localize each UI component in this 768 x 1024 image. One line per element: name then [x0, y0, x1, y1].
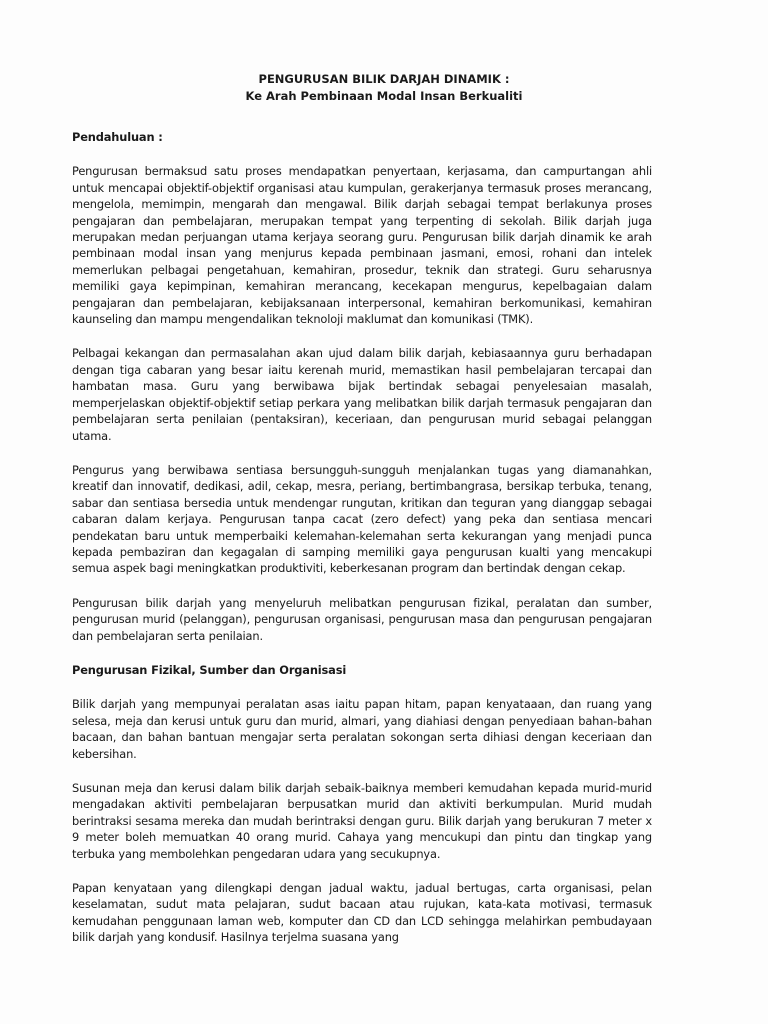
document-title [0, 71, 768, 105]
paragraph: Pengurus yang berwibawa sentiasa bersungguh-sungguh menjalankan tugas yang diamanahkan, kreatif dan innovatif, dedikasi, adil, cekap, mesra, periang, bertimbangrasa, bersikap terbuka, tenang, sabar dan sentiasa bersedia untuk mendengar rungutan, kritikan dan teguran yang dianggap sebagai cabaran dalam kerjaya. Pengurusan tanpa cacat (zero defect) yang peka dan sentiasa mencari pendekatan baru untuk memperbaiki kelemahan-kelemahan serta kekurangan yang menjadi punca kepada pembaziran dan kegagalan di samping memiliki gaya pengurusan kualti yang mencakupi semua aspek bagi meningkatkan produktiviti, keberkesanan program dan bertindak dengan cekap. [72, 462, 652, 576]
paragraph: Pengurusan bilik darjah yang menyeluruh melibatkan pengurusan fizikal, peralatan dan sumber, pengurusan murid (pelanggan), pengurusan organisasi, pengurusan masa dan pengurusan pengajaran dan pembelajaran serta penilaian. [72, 595, 652, 643]
paragraph: Pengurusan bermaksud satu proses mendapatkan penyertaan, kerjasama, dan campurtangan ahli untuk mencapai objektif-objektif organisasi atau kumpulan, gerakerjanya termasuk proses merancang, mengelola, memimpin, mengarah dan mengawal. Bilik darjah sebagai tempat berlakunya proses pengajaran dan pembelajaran, merupakan tempat yang terpenting di sekolah. Bilik darjah juga merupakan medan perjuangan utama kerjaya seorang guru. Pengurusan bilik darjah dinamik ke arah pembinaan modal insan yang menjurus kepada pembinaan jasmani, emosi, rohani dan intelek memerlukan pelbagai pengetahuan, kemahiran, prosedur, teknik dan strategi. Guru seharusnya memiliki gaya kepimpinan, kemahiran merancang, kecekapan mengurus, kepelbagaian dalam pengajaran dan pembelajaran, kebijaksanaan interpersonal, kemahiran berkomunikasi, kemahiran kaunseling dan mampu mengendalikan teknoloji maklumat dan komunikasi (TMK). [72, 164, 652, 327]
section-heading-fizikal: Pengurusan Fizikal, Sumber dan Organisasi [72, 662, 347, 677]
section-heading-intro: Pendahuluan : [72, 130, 163, 144]
paragraph: Pelbagai kekangan dan permasalahan akan ujud dalam bilik darjah, kebiasaannya guru berhadapan dengan tiga cabaran yang besar iaitu kerenah murid, memastikan hasil pembelajaran tercapai dan hambatan masa. Guru yang berwibawa bijak bertindak sebagai penyelesaian masalah, memperjelaskan objektif-objektif setiap perkara yang melibatkan bilik darjah termasuk pengajaran dan pembelajaran serta penilaian (pentaksiran), keceriaan, dan pengurusan murid sebagai pelanggan utama. [72, 346, 652, 443]
paragraph: Susunan meja dan kerusi dalam bilik darjah sebaik-baiknya memberi kemudahan kepada murid-murid mengadakan aktiviti pembelajaran berpusatkan murid dan aktiviti berkumpulan. Murid mudah berintraksi sesama mereka dan mudah berintraksi dengan guru. Bilik darjah yang berukuran 7 meter x 9 meter boleh memuatkan 40 orang murid. Cahaya yang mencukupi dan pintu dan tingkap yang terbuka yang membolehkan pengedaran udara yang secukupnya. [72, 781, 652, 861]
paragraph: Bilik darjah yang mempunyai peralatan asas iaitu papan hitam, papan kenyataaan, dan ruang yang selesa, meja dan kerusi untuk guru dan murid, almari, yang diahiasi dengan penyediaan bahan-bahan bacaan, dan bahan bantuan mengajar serta peralatan sokongan serta dihiasi dengan keceriaan dan kebersihan. [72, 697, 652, 761]
document-body [72, 129, 652, 964]
title-line-2: Ke Arah Pembinaan Modal Insan Berkualiti [245, 89, 523, 103]
paragraph: Papan kenyataan yang dilengkapi dengan jadual waktu, jadual bertugas, carta organisasi, pelan keselamatan, sudut mata pelajaran, sudut bacaan atau rujukan, kata-kata motivasi, termasuk kemudahan penggunaan laman web, komputer dan CD dan LCD sehingga melahirkan pembudayaan bilik darjah yang kondusif. Hasilnya terjelma suasana yang [72, 881, 652, 945]
title-line-1: PENGURUSAN BILIK DARJAH DINAMIK : [258, 72, 510, 86]
